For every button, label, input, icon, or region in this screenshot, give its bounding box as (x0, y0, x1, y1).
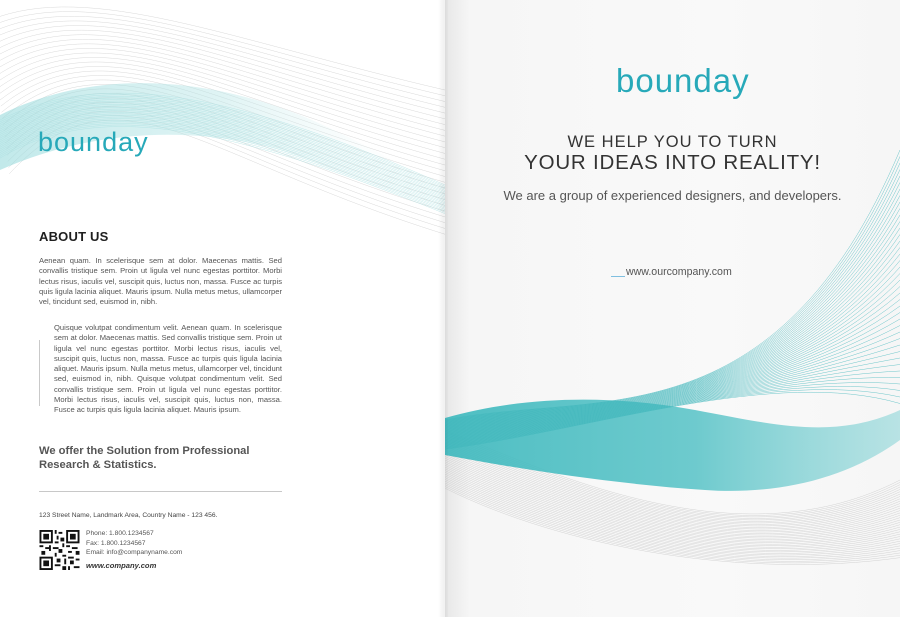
website-accent-line (611, 276, 625, 277)
about-paragraph: Aenean quam. In scelerisque sem at dolor. Maecenas mattis. Sed convallis tristique sem. Proin ut ligula vel nunc egestas porttitor. Morbi lectus risus, iaculis vel, suscipit quis, luctus non, massa. Fusce ac turpis quis ligula lacinia aliquet. Mauris ipsum. Nulla metus metus, ullamcorper vel, tincidunt sed, euismod in, nibh. (39, 256, 282, 307)
logo-wordmark: bounday (38, 127, 149, 157)
quote-bar (39, 340, 40, 406)
qr-code-icon (39, 530, 80, 570)
fax-text: Fax: 1.800.1234567 (86, 540, 146, 547)
tagline: We are a group of experienced designers, and developers. (503, 188, 842, 203)
website-link[interactable]: www.company.com (86, 561, 157, 570)
divider (39, 491, 282, 492)
quote-paragraph: Quisque volutpat condimentum velit. Aenean quam. In scelerisque sem at dolor. Maecenas mattis. Sed convallis tristique sem. Proin ut ligula vel nunc egestas porttitor. Morbi lectus risus, iaculis vel, suscipit quis, luctus non, massa. Fusce ac turpis quis ligula lacinia aliquet. Mauris ipsum. Nulla metus metus, ullamcorper vel, tincidunt sed, euismod in, nibh. Quisque volutpat condimentum velit. Sed convallis tristique sem. Proin ut ligula vel nunc egestas porttitor. Morbi lectus risus, iaculis vel, suscipit quis, luctus non, massa. Fusce ac turpis quis ligula lacinia aliquet. Mauris ipsum. (54, 323, 282, 415)
logo-wordmark: bounday (616, 62, 750, 99)
offer-heading: We offer the Solution from Professional Research & Statistics. (39, 445, 250, 471)
left-logo (38, 127, 149, 158)
website-link[interactable]: www.ourcompany.com (626, 266, 732, 278)
about-title: ABOUT US (39, 229, 109, 244)
left-wave-graphic (0, 0, 445, 617)
phone-text: Phone: 1.800.1234567 (86, 530, 154, 537)
left-page (0, 0, 445, 617)
headline-line-1: WE HELP YOU TO TURN (567, 133, 778, 151)
headline-line-2: YOUR IDEAS INTO REALITY! (524, 151, 821, 174)
right-logo (616, 62, 750, 100)
email-text[interactable]: Email: info@companyname.com (86, 549, 183, 556)
address-line: 123 Street Name, Landmark Area, Country Name - 123 456. (39, 512, 218, 519)
